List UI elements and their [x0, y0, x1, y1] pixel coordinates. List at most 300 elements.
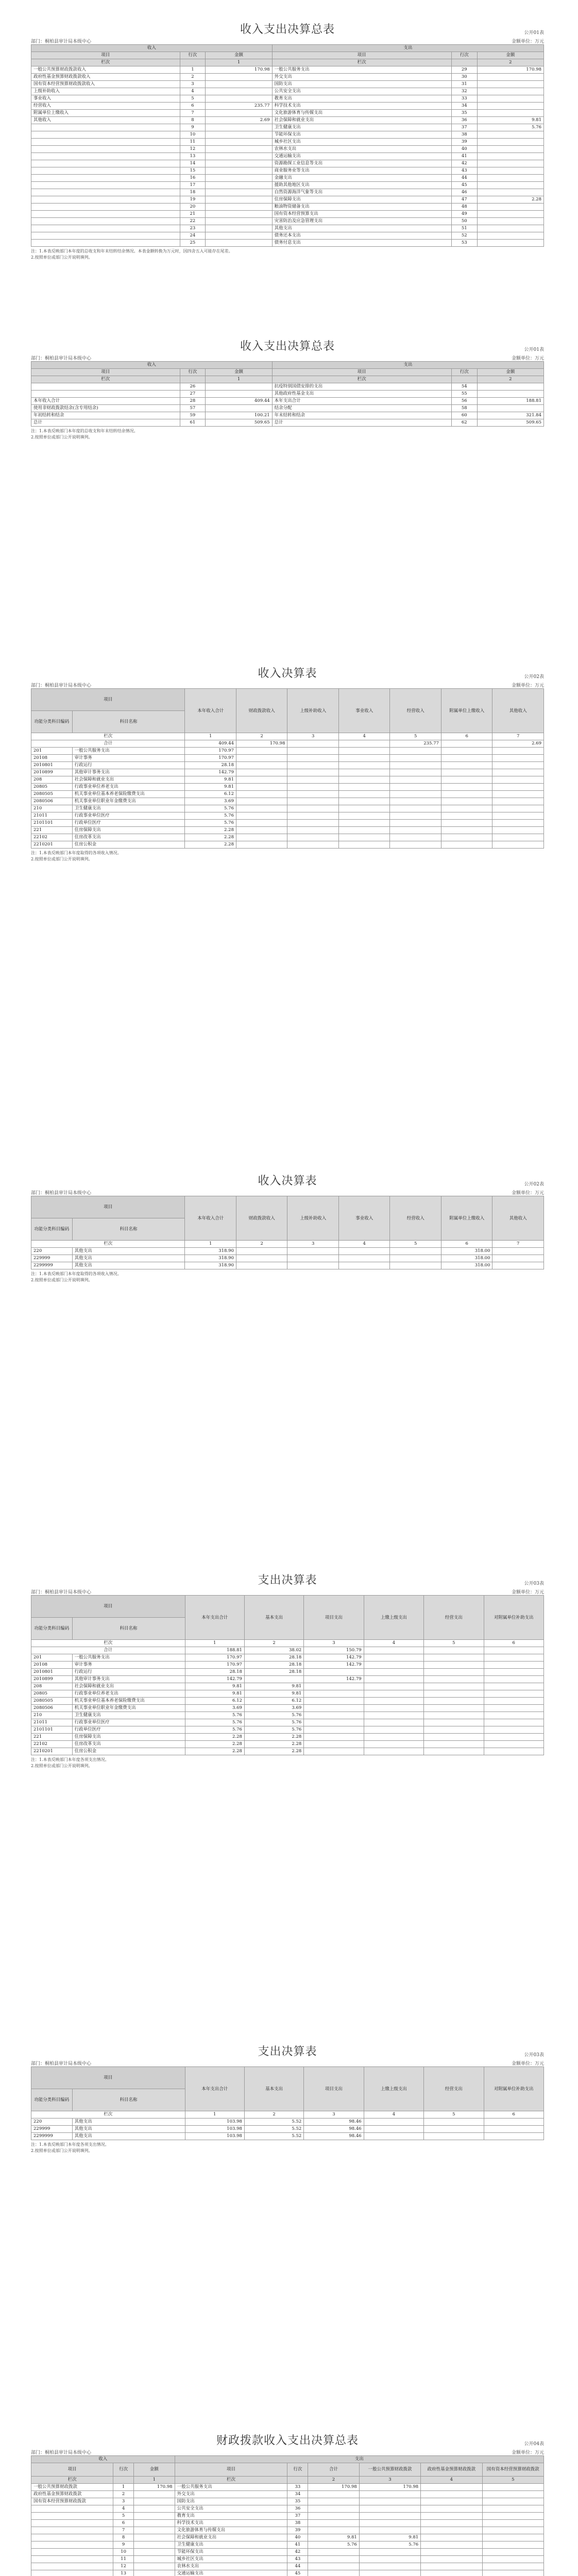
- table-cell: [206, 225, 272, 232]
- item-header: 项目: [272, 52, 451, 59]
- table-cell: 自然资源海洋气象等支出: [272, 189, 451, 196]
- table-cell: 30: [451, 74, 477, 81]
- col-header: 经营支出: [424, 2067, 484, 2111]
- table-cell: 2.28: [244, 1748, 303, 1755]
- table-row: [31, 405, 544, 412]
- table-cell: 170.97: [185, 748, 236, 755]
- table-cell: [484, 1647, 543, 1654]
- table-cell: [390, 1262, 441, 1269]
- table-cell: [304, 1712, 364, 1719]
- table-row: [31, 2563, 544, 2570]
- table-cell: 61: [180, 419, 206, 427]
- table-cell: 50: [451, 218, 477, 225]
- table-cell: [308, 2563, 360, 2570]
- table-row: [31, 1705, 544, 1712]
- item-header: 项目: [31, 52, 180, 59]
- table-cell: [441, 762, 492, 769]
- table-cell: [206, 189, 272, 196]
- table-cell: [31, 196, 180, 204]
- table-cell: [236, 748, 287, 755]
- table-cell: [206, 160, 272, 167]
- table-cell: 6: [113, 2520, 134, 2527]
- table-row: [31, 769, 544, 776]
- table-row: [31, 1741, 544, 1748]
- table-cell: 住房公积金: [72, 1748, 185, 1755]
- col-header: 对附属单位补助支出: [484, 2067, 543, 2111]
- table-cell: [338, 791, 390, 798]
- table-cell: [484, 2126, 543, 2133]
- table-cell: [287, 812, 339, 820]
- table-cell: [133, 2570, 175, 2576]
- table-cell: 节能环保支出: [175, 2549, 287, 2556]
- page-title: 收入支出决算总表: [240, 23, 335, 36]
- table-cell: 科学技术支出: [175, 2520, 287, 2527]
- table-cell: [390, 791, 441, 798]
- table-cell: 56: [451, 398, 477, 405]
- general-budget-header: 一般公共预算财政拨款: [359, 2463, 420, 2477]
- table-cell: [421, 2505, 482, 2513]
- column-number: 1: [133, 2477, 175, 2484]
- table-cell: [441, 740, 492, 748]
- table-cell: 33: [451, 95, 477, 103]
- table-cell: [133, 2520, 175, 2527]
- summary-table: [31, 361, 544, 427]
- table-cell: 44: [451, 175, 477, 182]
- table-cell: [133, 2491, 175, 2498]
- table-cell: [477, 383, 543, 391]
- table-cell: [338, 748, 390, 755]
- table-cell: 9.81: [477, 117, 543, 124]
- col-header: 项目支出: [304, 1596, 364, 1640]
- table-cell: [359, 2505, 420, 2513]
- table-cell: 318.90: [185, 1262, 236, 1269]
- table-cell: [424, 2119, 484, 2126]
- table-cell: [477, 167, 543, 175]
- table-cell: 28.18: [185, 762, 236, 769]
- table-cell: 住房改革支出: [72, 1741, 185, 1748]
- table-row: [31, 820, 544, 827]
- table-cell: 60: [451, 412, 477, 419]
- table-cell: [31, 240, 180, 247]
- table-cell: 文化旅游体育与传媒支出: [175, 2527, 287, 2534]
- unit-label: 金额单位：万元: [511, 683, 544, 688]
- table-cell: 社会保障和就业支出: [272, 117, 451, 124]
- table-cell: 粮油物资储备支出: [272, 204, 451, 211]
- table-cell: 31: [451, 81, 477, 88]
- table-cell: 208: [31, 1683, 73, 1690]
- col-header: 附属单位上缴收入: [441, 689, 492, 733]
- footnote: 注：1.本表反映部门本年度的总收支和年末结转结余情况。本表金额转换为万元时，因四舍五入可能存在尾差。: [31, 249, 233, 253]
- table-cell: 51: [451, 225, 477, 232]
- table-cell: 55: [451, 391, 477, 398]
- table-cell: 409.44: [185, 740, 236, 748]
- table-cell: 1: [180, 66, 206, 74]
- table-row: [31, 748, 544, 755]
- table-cell: [31, 225, 180, 232]
- table-cell: 住房改革支出: [72, 834, 185, 841]
- table-row: [31, 2119, 544, 2126]
- table-cell: [421, 2570, 482, 2576]
- table-cell: 交通运输支出: [272, 153, 451, 160]
- table-cell: 住房保障支出: [72, 1734, 185, 1741]
- table-cell: 本年收入合计: [31, 398, 180, 405]
- table-cell: 318.90: [185, 1248, 236, 1255]
- table-cell: 抗疫特别国债安排的支出: [272, 383, 451, 391]
- table-cell: [424, 1676, 484, 1683]
- column-index-label: 栏次: [31, 1241, 185, 1248]
- table-cell: 政府性基金预算财政拨款: [31, 2491, 113, 2498]
- column-number: 1: [185, 733, 236, 740]
- table-cell: 5.76: [185, 805, 236, 812]
- table-cell: [484, 1734, 543, 1741]
- table-cell: 社会保障和就业支出: [175, 2534, 287, 2541]
- table-cell: [421, 2549, 482, 2556]
- table-cell: [484, 1654, 543, 1662]
- table-cell: 20805: [31, 1690, 73, 1698]
- department-label: 部门：桐柏县审计局本级中心: [31, 39, 92, 44]
- table-cell: 188.81: [185, 1647, 244, 1654]
- table-row: [31, 240, 544, 247]
- table-cell: [482, 2527, 543, 2534]
- table-row: [31, 196, 544, 204]
- department-label: 部门：桐柏县审计局本级中心: [31, 1590, 92, 1595]
- table-cell: [287, 798, 339, 805]
- table-cell: [424, 1662, 484, 1669]
- table-cell: [206, 81, 272, 88]
- table-cell: 卫生健康支出: [272, 124, 451, 131]
- table-cell: [390, 1248, 441, 1255]
- column-index-header: 栏次: [272, 59, 451, 66]
- table-cell: [308, 2556, 360, 2563]
- table-cell: [206, 204, 272, 211]
- column-index-header: 栏次: [31, 59, 180, 66]
- table-cell: [364, 2133, 423, 2140]
- table-cell: [364, 1683, 423, 1690]
- table-cell: [31, 2556, 113, 2563]
- table-cell: 5.76: [244, 1712, 303, 1719]
- table-cell: 机关事业单位职业年金缴费支出: [72, 798, 185, 805]
- table-cell: [338, 798, 390, 805]
- table-cell: 2210201: [31, 841, 73, 849]
- column-number: 5: [390, 1241, 441, 1248]
- table-cell: 社会保障和就业支出: [72, 776, 185, 784]
- table-row: [31, 841, 544, 849]
- expense-header: 支出: [272, 45, 543, 52]
- table-cell: 16: [180, 175, 206, 182]
- page-title: 支出决算表: [258, 1574, 317, 1587]
- table-cell: 债务还本支出: [272, 232, 451, 240]
- form-number: 公开03表: [524, 1581, 544, 1586]
- table-cell: [482, 2513, 543, 2520]
- table-cell: [364, 1698, 423, 1705]
- table-cell: 36: [287, 2505, 308, 2513]
- table-cell: [133, 2527, 175, 2534]
- table-cell: 210: [31, 1712, 73, 1719]
- table-cell: [484, 1690, 543, 1698]
- table-cell: [477, 88, 543, 95]
- table-cell: [441, 776, 492, 784]
- table-cell: 27: [180, 391, 206, 398]
- table-cell: 节能环保支出: [272, 131, 451, 139]
- table-cell: [484, 1683, 543, 1690]
- table-row: [31, 1248, 544, 1255]
- footnote: 2.按照单位或部门公开说明填列。: [31, 857, 93, 861]
- income-header: 收入: [31, 362, 273, 369]
- table-row: [31, 167, 544, 175]
- table-cell: [390, 762, 441, 769]
- col-header: 上缴上级支出: [364, 1596, 423, 1640]
- table-cell: 2299999: [31, 2133, 73, 2140]
- table-cell: 62: [451, 419, 477, 427]
- table-cell: [484, 1676, 543, 1683]
- table-cell: 教育支出: [272, 95, 451, 103]
- col-header: 财政拨款收入: [236, 689, 287, 733]
- table-cell: 3.69: [244, 1705, 303, 1712]
- table-cell: 9.81: [185, 776, 236, 784]
- table-cell: [364, 1726, 423, 1734]
- total-label: 合计: [31, 1647, 185, 1654]
- table-cell: [287, 740, 339, 748]
- table-cell: [236, 769, 287, 776]
- table-cell: 221: [31, 827, 73, 834]
- table-cell: [133, 2513, 175, 2520]
- table-row: [31, 1669, 544, 1676]
- table-cell: [364, 2119, 423, 2126]
- table-cell: 46: [451, 189, 477, 196]
- table-cell: [31, 2541, 113, 2549]
- table-row: [31, 211, 544, 218]
- column-number: 3: [287, 733, 339, 740]
- table-cell: 21011: [31, 1719, 73, 1726]
- table-cell: 509.65: [206, 419, 272, 427]
- table-row: [31, 2534, 544, 2541]
- table-cell: 机关事业单位基本养老保险缴费支出: [72, 1698, 185, 1705]
- column-number: 4: [338, 733, 390, 740]
- table-cell: 142.79: [304, 1676, 364, 1683]
- column-index-header: 栏次: [31, 2477, 113, 2484]
- table-cell: 住房公积金: [72, 841, 185, 849]
- table-cell: 5.76: [308, 2541, 360, 2549]
- table-cell: 20: [180, 204, 206, 211]
- table-cell: 外交支出: [175, 2491, 287, 2498]
- table-cell: [482, 2484, 543, 2491]
- line-header: 行次: [113, 2463, 134, 2477]
- table-cell: 其他支出: [272, 225, 451, 232]
- table-row: [31, 791, 544, 798]
- table-cell: 42: [287, 2549, 308, 2556]
- table-cell: [308, 2505, 360, 2513]
- table-cell: 住房保障支出: [72, 827, 185, 834]
- table-cell: [287, 834, 339, 841]
- unit-label: 金额单位：万元: [511, 2450, 544, 2455]
- table-cell: 结余分配: [272, 405, 451, 412]
- table-row: [31, 1662, 544, 1669]
- table-cell: 43: [287, 2556, 308, 2563]
- table-cell: 34: [451, 103, 477, 110]
- table-cell: [338, 1262, 390, 1269]
- table-cell: [359, 2527, 420, 2534]
- table-cell: 5.76: [359, 2541, 420, 2549]
- col-header: 本年支出合计: [185, 2067, 244, 2111]
- table-cell: 年初结转和结余: [31, 412, 180, 419]
- table-cell: 科学技术支出: [272, 103, 451, 110]
- table-row: [31, 204, 544, 211]
- table-cell: [31, 204, 180, 211]
- table-cell: 经营收入: [31, 103, 180, 110]
- table-cell: [484, 1726, 543, 1734]
- table-cell: 2010899: [31, 1676, 73, 1683]
- footnotes: [31, 248, 544, 261]
- table-cell: 交通运输支出: [175, 2570, 287, 2576]
- table-cell: 2: [180, 74, 206, 81]
- table-cell: [421, 2498, 482, 2505]
- table-cell: [206, 131, 272, 139]
- table-cell: 2.28: [185, 841, 236, 849]
- income-table: [31, 688, 544, 849]
- table-cell: [482, 2549, 543, 2556]
- table-row: [31, 1698, 544, 1705]
- table-cell: 2.28: [244, 1741, 303, 1748]
- table-cell: 其他审计事务支出: [72, 769, 185, 776]
- table-cell: [364, 1748, 423, 1755]
- table-cell: [236, 812, 287, 820]
- table-cell: [304, 1741, 364, 1748]
- table-cell: [359, 2563, 420, 2570]
- table-cell: 19: [180, 196, 206, 204]
- table-cell: 28.18: [244, 1662, 303, 1669]
- unit-label: 金额单位：万元: [511, 1191, 544, 1196]
- table-cell: [287, 1248, 339, 1255]
- table-cell: [477, 240, 543, 247]
- table-row: [31, 1726, 544, 1734]
- table-cell: 5.76: [185, 1712, 244, 1719]
- table-cell: [484, 1748, 543, 1755]
- table-row: [31, 139, 544, 146]
- table-cell: 40: [451, 146, 477, 153]
- summary-table: [31, 44, 544, 247]
- table-cell: 9.81: [185, 784, 236, 791]
- table-cell: [236, 784, 287, 791]
- table-cell: 201: [31, 1654, 73, 1662]
- line-header: 行次: [180, 52, 206, 59]
- table-row: [31, 776, 544, 784]
- col-header: 经营支出: [424, 1596, 484, 1640]
- table-cell: 9.81: [244, 1690, 303, 1698]
- amount-header: 金额: [477, 52, 543, 59]
- table-cell: [390, 776, 441, 784]
- table-row: [31, 2541, 544, 2549]
- table-row: [31, 103, 544, 110]
- table-cell: 13: [180, 153, 206, 160]
- table-cell: [31, 153, 180, 160]
- table-cell: 公共安全支出: [272, 88, 451, 95]
- page-title: 支出决算表: [258, 2045, 317, 2058]
- table-cell: [338, 827, 390, 834]
- table-cell: 39: [451, 139, 477, 146]
- section-income-table-1: [31, 665, 544, 862]
- table-cell: [441, 798, 492, 805]
- amount-header: 金额: [477, 369, 543, 376]
- table-cell: 220: [31, 1248, 73, 1255]
- table-cell: [492, 755, 544, 762]
- column-number: 3: [304, 1640, 364, 1647]
- table-cell: 9.81: [359, 2534, 420, 2541]
- table-row: [31, 1255, 544, 1262]
- table-cell: [338, 812, 390, 820]
- table-cell: 48: [451, 204, 477, 211]
- table-cell: 2010801: [31, 762, 73, 769]
- expense-table: [31, 2066, 544, 2140]
- table-cell: 社会保障和就业支出: [72, 1683, 185, 1690]
- expense-table: [31, 1595, 544, 1755]
- table-cell: [308, 2527, 360, 2534]
- table-cell: 103.98: [185, 2119, 244, 2126]
- column-index-header: 栏次: [31, 376, 180, 383]
- table-cell: [133, 2534, 175, 2541]
- table-cell: [364, 1734, 423, 1741]
- table-cell: 6.12: [185, 1698, 244, 1705]
- table-cell: [206, 124, 272, 131]
- table-cell: 221: [31, 1734, 73, 1741]
- table-cell: [133, 2556, 175, 2563]
- table-cell: 34: [287, 2491, 308, 2498]
- table-cell: [206, 240, 272, 247]
- column-number: 2: [236, 1241, 287, 1248]
- footnote: 2.按照单位或部门公开说明填列。: [31, 1764, 93, 1768]
- table-cell: [482, 2498, 543, 2505]
- column-number: 7: [492, 1241, 544, 1248]
- table-cell: 1: [113, 2484, 134, 2491]
- table-cell: 12: [180, 146, 206, 153]
- table-cell: [484, 1705, 543, 1712]
- table-cell: 35: [287, 2498, 308, 2505]
- table-cell: 11: [180, 139, 206, 146]
- table-cell: [492, 784, 544, 791]
- table-cell: [421, 2563, 482, 2570]
- form-number: 公开02表: [524, 1182, 544, 1187]
- col-header: 其他收入: [492, 1196, 544, 1241]
- table-cell: 3: [180, 81, 206, 88]
- table-cell: [338, 820, 390, 827]
- table-cell: 22102: [31, 834, 73, 841]
- table-cell: [492, 1248, 544, 1255]
- table-cell: [206, 146, 272, 153]
- table-cell: 5.52: [244, 2126, 303, 2133]
- table-cell: [287, 769, 339, 776]
- table-cell: [441, 812, 492, 820]
- table-cell: 41: [287, 2541, 308, 2549]
- unit-label: 金额单位：万元: [511, 1590, 544, 1595]
- table-row: [31, 383, 544, 391]
- table-cell: 一般公共服务支出: [272, 66, 451, 74]
- table-cell: 45: [287, 2570, 308, 2576]
- table-cell: 5.76: [185, 820, 236, 827]
- table-cell: [484, 2119, 543, 2126]
- col-header: 本年支出合计: [185, 1596, 244, 1640]
- table-cell: 5.52: [244, 2119, 303, 2126]
- table-cell: 142.79: [185, 769, 236, 776]
- table-cell: [390, 841, 441, 849]
- table-cell: 41: [451, 153, 477, 160]
- table-cell: [492, 827, 544, 834]
- table-cell: [477, 74, 543, 81]
- table-row: [31, 88, 544, 95]
- table-cell: 22102: [31, 1741, 73, 1748]
- table-cell: 2010801: [31, 1669, 73, 1676]
- table-cell: [441, 784, 492, 791]
- table-cell: [308, 2513, 360, 2520]
- table-cell: [421, 2491, 482, 2498]
